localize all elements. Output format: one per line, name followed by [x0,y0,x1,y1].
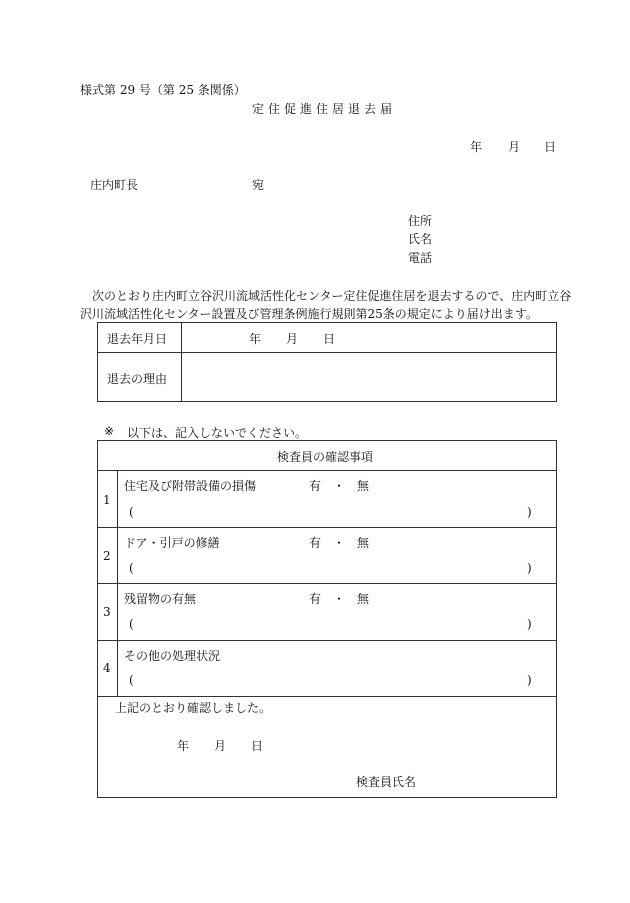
address-label: 住所 [408,214,433,228]
notice-text: 以下は、記入しないでください。 [127,426,308,440]
recipient: 庄内町長 [90,178,139,192]
inspection-row-dot: ・ [333,479,346,493]
date-month-label: 月 [508,140,521,154]
move-out-year-label: 年 [249,332,262,346]
statement-paragraph: 次のとおり庄内町立谷沢川流域活性化センター定住促進住居を退去するので、庄内町立谷沢川流域活性化センター設置及び管理条例施行規則第25条の規定により届け出ます。 [80,289,572,321]
inspection-row-paren-open: ( [129,673,134,687]
inspection-row-no: 無 [357,592,370,606]
notice-mark: ※ [104,424,115,438]
inspector-name-label: 検査員氏名 [356,775,417,789]
move-out-date-label: 退去年月日 [107,332,168,346]
inspection-header: 検査員の確認事項 [277,450,374,464]
inspection-row-paren-open: ( [129,617,134,631]
inspection-row-divider [97,640,557,641]
inspection-row-dot: ・ [333,536,346,550]
inspection-row-number: 4 [103,661,111,675]
phone-label: 電話 [408,251,433,265]
inspection-row-label: 残留物の有無 [124,592,197,606]
inspection-row-yes: 有 [309,536,322,550]
inspection-row-paren-close: ) [527,617,532,631]
recipient-suffix: 宛 [252,178,265,192]
inspection-row-no: 無 [357,479,370,493]
move-out-table-column-divider [181,322,182,402]
inspection-row-label: 住宅及び附帯設備の損傷 [124,479,257,493]
name-label: 氏名 [408,232,433,246]
move-out-day-label: 日 [323,332,336,346]
inspection-row-paren-close: ) [527,505,532,519]
form-title: 定住促進住居退去届 [252,102,397,116]
inspection-row-dot: ・ [333,592,346,606]
inspection-row-yes: 有 [309,479,322,493]
move-out-month-label: 月 [286,332,299,346]
move-out-reason-label: 退去の理由 [107,372,168,386]
inspection-row-paren-close: ) [527,673,532,687]
confirm-year-label: 年 [177,739,190,753]
inspection-row-paren-open: ( [129,505,134,519]
confirmation-text: 上記のとおり確認しました。 [115,701,272,715]
confirm-month-label: 月 [214,739,227,753]
inspection-row-divider [97,527,557,528]
inspection-row-paren-close: ) [527,561,532,575]
inspection-row-divider [97,583,557,584]
form-number: 様式第 29 号（第 25 条関係） [80,83,246,97]
inspection-row-no: 無 [357,536,370,550]
inspection-row-number: 3 [103,605,111,619]
inspection-row-divider [97,696,557,697]
inspection-row-label: ドア・引戸の修繕 [124,536,220,550]
inspection-header-divider [97,470,557,471]
inspection-row-yes: 有 [309,592,322,606]
date-year-label: 年 [470,140,483,154]
move-out-table-divider [97,352,557,353]
date-day-label: 日 [544,140,557,154]
inspection-number-column-divider [117,470,118,696]
inspection-row-number: 2 [103,549,111,563]
inspection-row-label: その他の処理状況 [124,649,221,663]
inspection-row-number: 1 [103,493,111,507]
confirm-day-label: 日 [251,739,264,753]
inspection-row-paren-open: ( [129,561,134,575]
